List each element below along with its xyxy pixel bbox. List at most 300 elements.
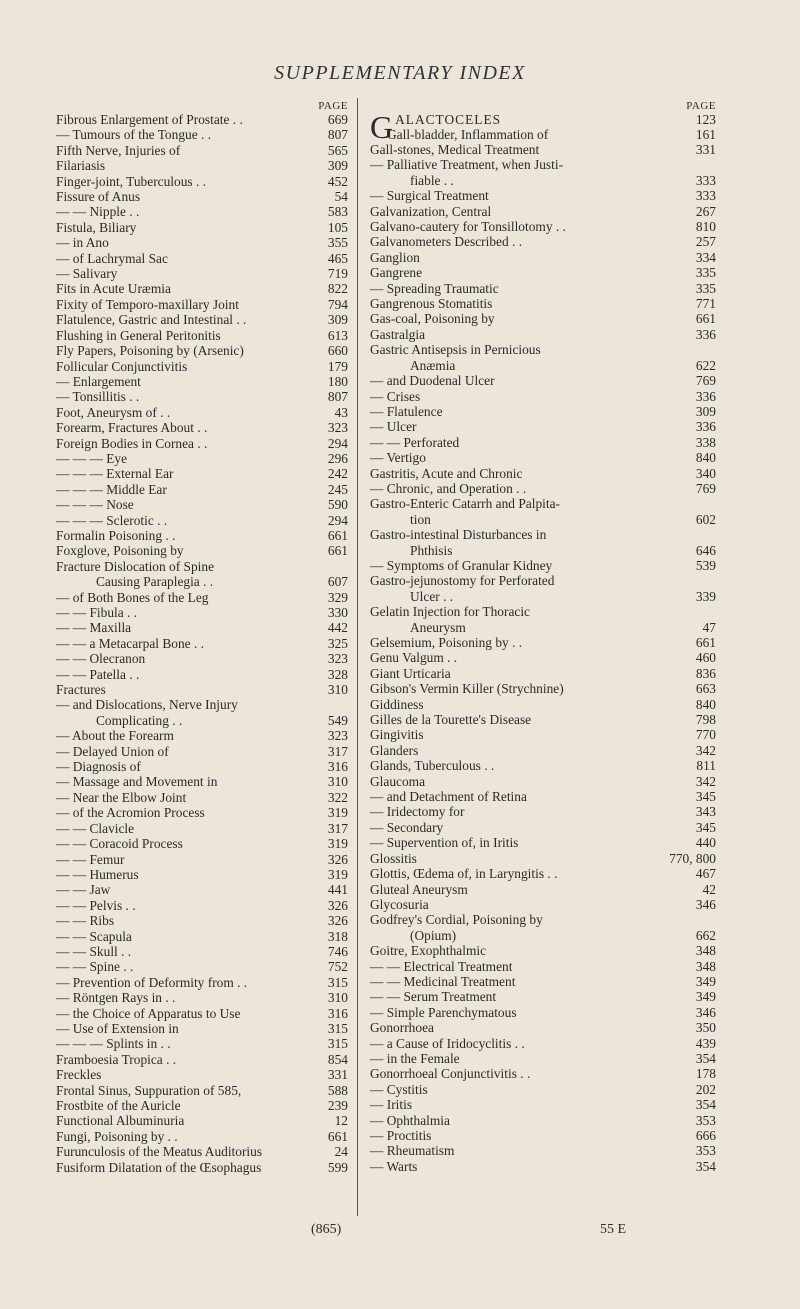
entry-page: 323 — [327, 651, 348, 667]
index-entry — [56, 389, 348, 404]
entry-page: 316 — [327, 759, 348, 775]
index-entry — [370, 620, 716, 635]
entry-text: — Use of Extension in — [56, 1020, 179, 1036]
entry-text: Gas-coal, Poisoning by — [370, 311, 495, 327]
entry-page: 662 — [695, 927, 716, 943]
entry-text: Gastric Antisepsis in Pernicious — [370, 342, 541, 358]
entry-text: Fracture Dislocation of Spine — [56, 558, 215, 574]
entry-page: 452 — [327, 173, 348, 189]
entry-text: Genu Valgum . . — [370, 650, 458, 666]
entry-text: — — Scapula — [56, 928, 132, 944]
entry-page: 661 — [695, 311, 716, 327]
entry-text: — — Olecranon — [56, 651, 146, 667]
entry-text: — — Spine . . — [56, 959, 134, 975]
running-header: SUPPLEMENTARY INDEX — [274, 62, 526, 84]
entry-page: 854 — [327, 1051, 348, 1067]
entry-page: 310 — [327, 990, 348, 1006]
entry-page: 257 — [695, 234, 716, 250]
entry-page: 336 — [695, 326, 716, 342]
index-entry — [56, 374, 348, 389]
index-entry — [56, 343, 348, 358]
entry-text: Gingivitis — [370, 727, 424, 743]
entry-page: 353 — [695, 1112, 716, 1128]
index-entry — [370, 1036, 716, 1051]
entry-text: Ulcer . . — [410, 588, 454, 604]
index-entry — [370, 697, 716, 712]
entry-text: Gastro-intestinal Disturbances in — [370, 527, 547, 543]
entry-text: — Rheumatism — [370, 1143, 455, 1159]
entry-text: — in Ano — [56, 235, 109, 251]
entry-text: — — — Sclerotic . . — [56, 512, 168, 528]
entry-text: Functional Albuminuria — [56, 1113, 185, 1129]
entry-text: — Salivary — [56, 266, 118, 282]
index-entry — [370, 265, 716, 280]
index-entry — [370, 296, 716, 311]
entry-page: 319 — [327, 866, 348, 882]
drop-initial: G — [370, 109, 394, 145]
entry-page: 663 — [695, 681, 716, 697]
entry-text: Framboesia Tropica . . — [56, 1051, 177, 1067]
index-entry — [56, 482, 348, 497]
entry-text: — Warts — [370, 1158, 418, 1174]
entry-text: — Iritis — [370, 1097, 413, 1113]
index-entry — [370, 928, 716, 943]
index-entry — [370, 311, 716, 326]
entry-text: Follicular Conjunctivitis — [56, 358, 188, 374]
entry-page: 346 — [695, 896, 716, 912]
index-entry — [370, 943, 716, 958]
entry-page: 345 — [695, 819, 716, 835]
entry-page: 746 — [327, 943, 348, 959]
entry-page: 348 — [695, 943, 716, 959]
index-entry — [56, 513, 348, 528]
entry-text: Gastralgia — [370, 326, 426, 342]
index-entry — [56, 1113, 348, 1128]
entry-page: 343 — [695, 804, 716, 820]
entry-text: — — Jaw — [56, 882, 111, 898]
index-entry — [56, 204, 348, 219]
entry-text: Fly Papers, Poisoning by (Arsenic) — [56, 343, 244, 359]
right-column — [370, 100, 716, 1174]
index-entry — [56, 728, 348, 743]
entry-page: 326 — [327, 897, 348, 913]
index-entry — [56, 975, 348, 990]
entry-text: — Flatulence — [370, 403, 443, 419]
entry-page: 607 — [327, 574, 348, 590]
entry-page: 661 — [327, 527, 348, 543]
right-entry-list — [370, 142, 716, 1174]
index-entry — [370, 512, 716, 527]
index-entry — [370, 635, 716, 650]
entry-page: 811 — [696, 758, 716, 774]
entry-page: 565 — [327, 142, 348, 158]
entry-page: 331 — [695, 142, 716, 157]
entry-text: Fibrous Enlargement of Prostate . . — [56, 112, 243, 127]
entry-text: Glycosuria — [370, 896, 429, 912]
entry-text: Gastritis, Acute and Chronic — [370, 465, 523, 481]
entry-text: — Vertigo — [370, 450, 426, 466]
entry-page: 622 — [695, 357, 716, 373]
entry-text: — — a Metacarpal Bone . . — [56, 635, 204, 651]
index-entry — [56, 405, 348, 420]
index-entry — [56, 898, 348, 913]
entry-text: — — — Nose — [56, 497, 134, 513]
index-entry — [56, 790, 348, 805]
entry-page: 810 — [695, 219, 716, 235]
entry-text: Freckles — [56, 1067, 102, 1083]
entry-page: 333 — [695, 172, 716, 188]
index-entry — [370, 281, 716, 296]
index-entry — [56, 1083, 348, 1098]
entry-text: Fits in Acute Uræmia — [56, 281, 171, 297]
index-entry — [370, 204, 716, 219]
entry-text: Galvano-cautery for Tonsillotomy . . — [370, 219, 566, 235]
index-entry — [56, 821, 348, 836]
entry-page: 460 — [695, 650, 716, 666]
index-entry — [370, 604, 716, 619]
entry-page: 267 — [695, 203, 716, 219]
entry-page: 354 — [695, 1050, 716, 1066]
entry-text: Phthisis — [410, 542, 453, 558]
index-entry — [370, 804, 716, 819]
entry-page: 180 — [327, 373, 348, 389]
entry-page: 326 — [327, 913, 348, 929]
entry-text: — Spreading Traumatic — [370, 280, 499, 296]
entry-text: — — Maxilla — [56, 620, 132, 636]
entry-text: Fixity of Temporo-maxillary Joint — [56, 296, 239, 312]
index-entry — [370, 1005, 716, 1020]
entry-page: 590 — [327, 497, 348, 513]
entry-text: Fifth Nerve, Injuries of — [56, 142, 181, 158]
index-entry — [56, 328, 348, 343]
entry-text: — of the Acromion Process — [56, 805, 205, 821]
entry-page: 822 — [327, 281, 348, 297]
index-entry — [370, 835, 716, 850]
entry-text: — — Nipple . . — [56, 204, 140, 220]
entry-page: 296 — [327, 450, 348, 466]
index-entry — [370, 573, 716, 588]
entry-page: 342 — [695, 773, 716, 789]
entry-page: 342 — [695, 742, 716, 758]
entry-page: 242 — [327, 466, 348, 482]
entry-text: Gall-bladder, Inflammation of — [387, 127, 549, 142]
index-entry — [56, 651, 348, 666]
entry-page: 294 — [327, 512, 348, 528]
entry-page: 349 — [695, 989, 716, 1005]
index-entry — [56, 1098, 348, 1113]
entry-text: Forearm, Fractures About . . — [56, 420, 208, 436]
entry-page: 315 — [327, 974, 348, 990]
entry-text: — Secondary — [370, 819, 444, 835]
index-entry — [370, 188, 716, 203]
index-entry — [370, 389, 716, 404]
index-entry — [370, 1082, 716, 1097]
entry-page: 836 — [695, 665, 716, 681]
entry-page: 338 — [695, 434, 716, 450]
index-entry — [56, 297, 348, 312]
entry-text: — — — Eye — [56, 450, 128, 466]
entry-text: Galvanization, Central — [370, 203, 492, 219]
index-entry — [370, 882, 716, 897]
entry-text: — — — Middle Ear — [56, 481, 167, 497]
index-entry — [370, 912, 716, 927]
index-entry — [56, 990, 348, 1005]
entry-text: — Ophthalmia — [370, 1112, 450, 1128]
entry-text: — — Humerus — [56, 866, 139, 882]
index-entry — [370, 342, 716, 357]
index-entry — [370, 1113, 716, 1128]
entry-text: Frontal Sinus, Suppuration of 585, — [56, 1082, 242, 1098]
entry-page: 316 — [327, 1005, 348, 1021]
entry-text: Finger-joint, Tuberculous . . — [56, 173, 207, 189]
index-entry — [370, 358, 716, 373]
index-entry — [370, 789, 716, 804]
index-entry — [56, 667, 348, 682]
entry-page: 465 — [327, 250, 348, 266]
entry-page: 349 — [695, 973, 716, 989]
index-entry — [370, 327, 716, 342]
entry-page: 323 — [327, 420, 348, 436]
entry-text: — Tumours of the Tongue . . — [56, 127, 212, 143]
page-number: (865) — [311, 1222, 342, 1237]
index-entry — [370, 989, 716, 1004]
left-entry-list — [56, 112, 348, 1175]
index-entry — [370, 142, 716, 157]
entry-page: 583 — [327, 204, 348, 220]
entry-page: 123 — [695, 112, 716, 127]
left-page-label: PAGE — [318, 100, 348, 112]
entry-text: Frostbite of the Auricle — [56, 1098, 181, 1113]
entry-page: 330 — [327, 605, 348, 620]
index-entry — [370, 974, 716, 989]
entry-text: Flatulence, Gastric and Intestinal . . — [56, 312, 247, 328]
index-entry — [56, 543, 348, 558]
entry-text: Foxglove, Poisoning by — [56, 543, 184, 559]
entry-page: 769 — [695, 480, 716, 496]
entry-text: Furunculosis of the Meatus Auditorius — [56, 1144, 263, 1160]
entry-page: 12 — [334, 1113, 348, 1129]
index-entry — [56, 836, 348, 851]
entry-text: — Simple Parenchymatous — [370, 1004, 517, 1020]
entry-page: 202 — [695, 1081, 716, 1097]
entry-page: 807 — [327, 389, 348, 405]
entry-page: 771 — [695, 296, 716, 312]
entry-page: 549 — [327, 712, 348, 728]
index-entry — [370, 820, 716, 835]
entry-page: 54 — [334, 189, 348, 205]
entry-text: Godfrey's Cordial, Poisoning by — [370, 912, 543, 928]
entry-text: — Massage and Movement in — [56, 774, 218, 790]
index-entry — [370, 481, 716, 496]
index-entry — [370, 527, 716, 542]
index-entry — [56, 1052, 348, 1067]
entry-page: 770, 800 — [669, 850, 716, 866]
index-entry — [370, 466, 716, 481]
entry-text: Glottis, Œdema of, in Laryngitis . . — [370, 866, 558, 882]
entry-text: — Near the Elbow Joint — [56, 789, 187, 805]
entry-text: — — Skull . . — [56, 943, 132, 959]
index-entry — [56, 466, 348, 481]
index-entry — [56, 235, 348, 250]
entry-text: — — Fibula . . — [56, 605, 138, 620]
index-entry — [56, 1036, 348, 1051]
entry-page: 319 — [327, 805, 348, 821]
entry-text: Anæmia — [410, 357, 456, 373]
entry-text: Ganglion — [370, 249, 420, 265]
entry-page: 798 — [695, 712, 716, 728]
entry-page: 161 — [695, 127, 716, 142]
index-entry — [370, 419, 716, 434]
entry-text: — Crises — [370, 388, 421, 404]
index-entry — [370, 589, 716, 604]
entry-text: — Supervention of, in Iritis — [370, 835, 519, 851]
entry-page: 439 — [695, 1035, 716, 1051]
entry-text: Giddiness — [370, 696, 424, 712]
entry-text: Gonorrhoeal Conjunctivitis . . — [370, 1066, 531, 1082]
index-entry — [56, 451, 348, 466]
index-entry — [56, 436, 348, 451]
index-entry — [370, 1051, 716, 1066]
index-entry — [56, 636, 348, 651]
index-entry — [56, 528, 348, 543]
entry-text: Gibson's Vermin Killer (Strychnine) — [370, 681, 564, 697]
index-entry — [56, 281, 348, 296]
entry-page: 325 — [327, 635, 348, 651]
left-column — [56, 100, 348, 1175]
entry-page: 599 — [327, 1159, 348, 1175]
entry-page: 661 — [327, 543, 348, 559]
entry-page: 345 — [695, 789, 716, 805]
index-entry — [370, 897, 716, 912]
entry-text: — — Pelvis . . — [56, 897, 136, 913]
entry-text: Gelsemium, Poisoning by . . — [370, 635, 523, 650]
entry-page: 441 — [327, 882, 348, 898]
index-entry — [56, 359, 348, 374]
index-entry — [56, 882, 348, 897]
entry-text: Glanders — [370, 742, 419, 758]
index-entry — [56, 944, 348, 959]
entry-text: — — Serum Treatment — [370, 989, 497, 1005]
entry-text: Gonorrhoea — [370, 1020, 434, 1036]
entry-page: 335 — [695, 265, 716, 281]
index-entry — [56, 1144, 348, 1159]
index-entry — [56, 744, 348, 759]
entry-page: 309 — [327, 312, 348, 328]
entry-text: — — Electrical Treatment — [370, 958, 513, 974]
entry-text: — Röntgen Rays in . . — [56, 990, 176, 1006]
entry-page: 719 — [327, 266, 348, 282]
index-entry — [56, 867, 348, 882]
index-entry — [370, 1143, 716, 1158]
index-entry — [56, 497, 348, 512]
entry-page: 105 — [327, 219, 348, 235]
entry-page: 317 — [327, 820, 348, 836]
entry-text: (Opium) — [410, 927, 457, 943]
entry-page: 669 — [327, 112, 348, 127]
entry-page: 319 — [327, 836, 348, 852]
entry-text: fiable . . — [410, 172, 454, 188]
entry-text: — Prevention of Deformity from . . — [56, 974, 248, 990]
entry-page: 588 — [327, 1082, 348, 1098]
entry-page: 646 — [695, 542, 716, 558]
index-entry — [56, 697, 348, 712]
entry-text: — — Patella . . — [56, 666, 140, 682]
entry-text: — — Perforated — [370, 434, 460, 450]
index-entry — [370, 435, 716, 450]
entry-page: 336 — [695, 419, 716, 435]
entry-page: 660 — [327, 343, 348, 359]
index-entry — [56, 929, 348, 944]
entry-text: — the Choice of Apparatus to Use — [56, 1005, 241, 1021]
entry-text: Complicating . . — [96, 712, 183, 728]
entry-text: Gangrenous Stomatitis — [370, 296, 493, 312]
index-entry — [370, 681, 716, 696]
index-entry — [56, 189, 348, 204]
index-entry — [56, 713, 348, 728]
entry-page: 245 — [327, 481, 348, 497]
entry-text: — — Femur — [56, 851, 125, 867]
index-entry — [56, 590, 348, 605]
index-entry — [56, 1021, 348, 1036]
index-entry — [370, 1128, 716, 1143]
entry-text: — Iridectomy for — [370, 804, 465, 820]
entry-page: 613 — [327, 327, 348, 343]
index-entry — [370, 157, 716, 172]
entry-text: Glands, Tuberculous . . — [370, 758, 495, 774]
entry-page: 315 — [327, 1020, 348, 1036]
entry-text: — Palliative Treatment, when Justi- — [370, 157, 564, 173]
entry-page: 661 — [327, 1128, 348, 1144]
entry-text: Causing Paraplegia . . — [96, 574, 214, 590]
index-entry — [56, 127, 348, 142]
index-entry — [370, 219, 716, 234]
entry-text: — of Lachrymal Sac — [56, 250, 168, 266]
entry-text: Aneurysm — [410, 619, 466, 635]
index-entry — [56, 913, 348, 928]
entry-page: 794 — [327, 296, 348, 312]
index-entry — [56, 1067, 348, 1082]
entry-page: 24 — [334, 1144, 348, 1160]
entry-text: — Chronic, and Operation . . — [370, 480, 527, 496]
entry-text: Glossitis — [370, 850, 417, 866]
index-entry — [370, 851, 716, 866]
entry-page: 354 — [695, 1158, 716, 1174]
entry-page: 317 — [327, 743, 348, 759]
index-entry — [56, 682, 348, 697]
entry-page: 329 — [327, 589, 348, 605]
entry-page: 310 — [327, 682, 348, 698]
entry-page: 178 — [695, 1066, 716, 1082]
index-entry — [370, 774, 716, 789]
index-entry — [56, 852, 348, 867]
entry-text: Goitre, Exophthalmic — [370, 943, 487, 959]
entry-text: — — — Splints in . . — [56, 1036, 171, 1052]
entry-text: — in the Female — [370, 1050, 460, 1066]
index-entry — [370, 666, 716, 681]
entry-text: Gangrene — [370, 265, 423, 281]
index-entry — [56, 605, 348, 620]
entry-text: — Cystitis — [370, 1081, 428, 1097]
entry-text: — Proctitis — [370, 1128, 432, 1143]
index-entry — [370, 404, 716, 419]
entry-text: Foot, Aneurysm of . . — [56, 404, 171, 420]
entry-page: 769 — [695, 373, 716, 389]
index-entry — [56, 774, 348, 789]
entry-page: 239 — [327, 1098, 348, 1113]
index-entry — [370, 173, 716, 188]
index-entry — [56, 1160, 348, 1175]
index-entry — [56, 220, 348, 235]
